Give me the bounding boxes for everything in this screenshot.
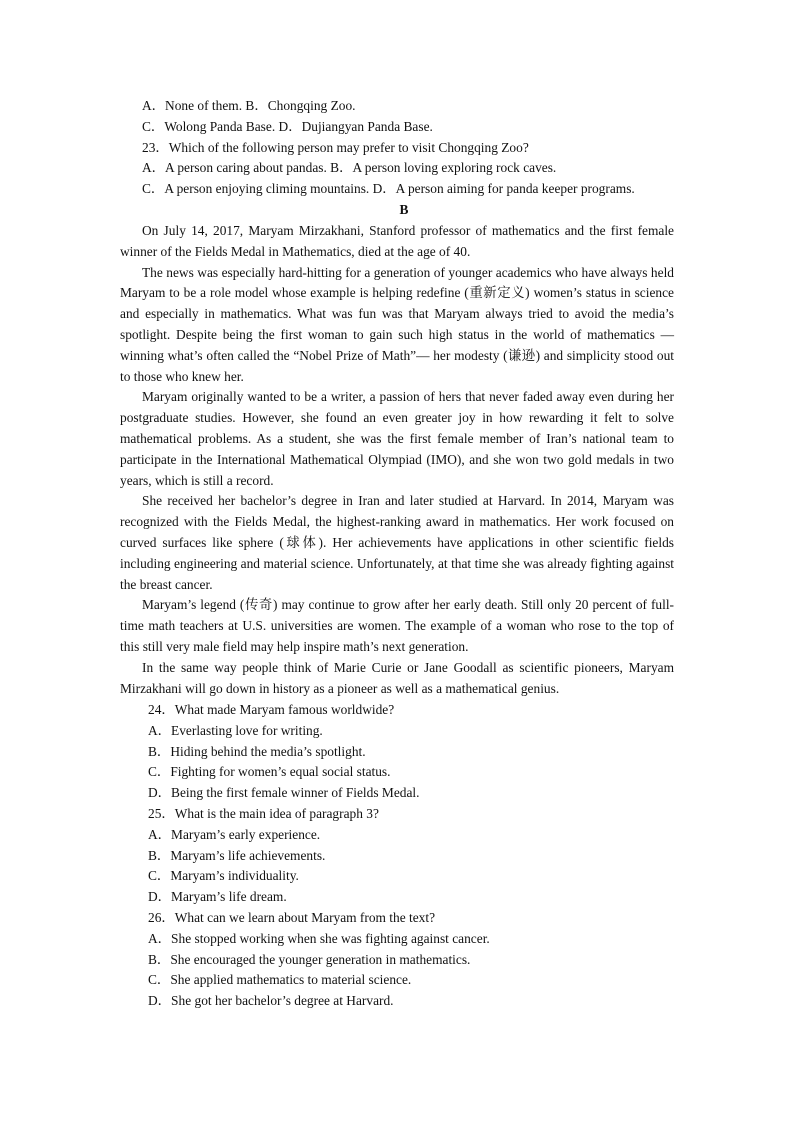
section-heading: B bbox=[399, 202, 409, 217]
question-26-option-a: A．She stopped working when she was fighting against cancer. bbox=[148, 930, 490, 946]
question-24-option-a: A．Everlasting love for writing. bbox=[148, 722, 323, 738]
question-25-option-b: B．Maryam’s life achievements. bbox=[148, 847, 326, 863]
question-24-option-c: C．Fighting for women’s equal social status. bbox=[148, 764, 391, 780]
question-stem-26: 26．What can we learn about Maryam from the text? bbox=[148, 909, 436, 925]
q23-stem: 23．Which of the following person may prefer to visit Chongqing Zoo? bbox=[142, 139, 529, 155]
question-25-option-d: D．Maryam’s life dream. bbox=[148, 889, 287, 905]
questions-block bbox=[0, 700, 794, 1012]
passage-paragraph-2: The news was especially hard-hitting for a generation of younger academics who have always held Maryam to be a role model whose example is helping redefine (重新定义) women’s status in science and especially in mathematics. What was fun was that Maryam always tried to avoid the media’s spotlight. Despite being the first woman to gain such high status in the world of mathematics — winning what’s often called the “Nobel Prize of Math”— her modesty (谦逊) and simplicity stood out to those who knew her. bbox=[120, 264, 674, 384]
previous-questions bbox=[0, 96, 794, 200]
question-25-option-c: C．Maryam’s individuality. bbox=[148, 868, 299, 884]
question-stem-25: 25．What is the main idea of paragraph 3? bbox=[148, 805, 379, 821]
question-26-option-c: C．She applied mathematics to material science. bbox=[148, 972, 412, 988]
passage-body bbox=[0, 221, 674, 699]
question-24-option-d: D．Being the first female winner of Fields Medal. bbox=[148, 785, 420, 801]
section-heading-block bbox=[0, 200, 794, 221]
passage-paragraph-5: Maryam’s legend (传奇) may continue to grow after her early death. Still only 20 percent of full-time math teachers at U.S. universities are women. The example of a woman who rose to the top of this still very male field may help inspire math’s next generation. bbox=[120, 597, 674, 654]
passage-paragraph-4: She received her bachelor’s degree in Iran and later studied at Harvard. In 2014, Maryam was recognized with the Fields Medal, the highest-ranking award in mathematics. Her work focused on curved surfaces like sphere (球体). Her achievements have applications in other scientific fields including engineering and material science. Unfortunately, at that time she was already fighting against the breast cancer. bbox=[120, 493, 674, 592]
question-24-option-b: B．Hiding behind the media’s spotlight. bbox=[148, 743, 366, 759]
q22-options-line-1: A．None of them. B．Chongqing Zoo. bbox=[142, 98, 356, 113]
question-26-option-b: B．She encouraged the younger generation in mathematics. bbox=[148, 951, 471, 967]
passage-paragraph-3: Maryam originally wanted to be a writer, a passion of hers that never faded away even during her postgraduate studies. However, she found an even greater joy in how rewarding it felt to solve mathematical problems. As a student, she was the first female member of Iran’s national team to participate in the International Mathematical Olympiad (IMO), and she won two gold medals in two years, which is still a record. bbox=[120, 389, 674, 488]
question-stem-24: 24．What made Maryam famous worldwide? bbox=[148, 702, 395, 717]
q22-options-line-2: C．Wolong Panda Base. D．Dujiangyan Panda Base. bbox=[142, 118, 433, 134]
q23-options-line-2: C．A person enjoying climing mountains. D．A person aiming for panda keeper programs. bbox=[142, 181, 635, 197]
question-25-option-a: A．Maryam’s early experience. bbox=[148, 826, 321, 842]
question-26-option-d: D．She got her bachelor’s degree at Harvard. bbox=[148, 993, 394, 1009]
passage-paragraph-6: In the same way people think of Marie Curie or Jane Goodall as scientific pioneers, Maryam Mirzakhani will go down in history as a pioneer as well as a mathematical genius. bbox=[120, 659, 674, 696]
reading-passage bbox=[0, 221, 794, 699]
passage-paragraph-1: On July 14, 2017, Maryam Mirzakhani, Stanford professor of mathematics and the first female winner of the Fields Medal in Mathematics, died at the age of 40. bbox=[120, 223, 674, 259]
q23-options-line-1: A．A person caring about pandas. B．A person loving exploring rock caves. bbox=[142, 160, 557, 176]
